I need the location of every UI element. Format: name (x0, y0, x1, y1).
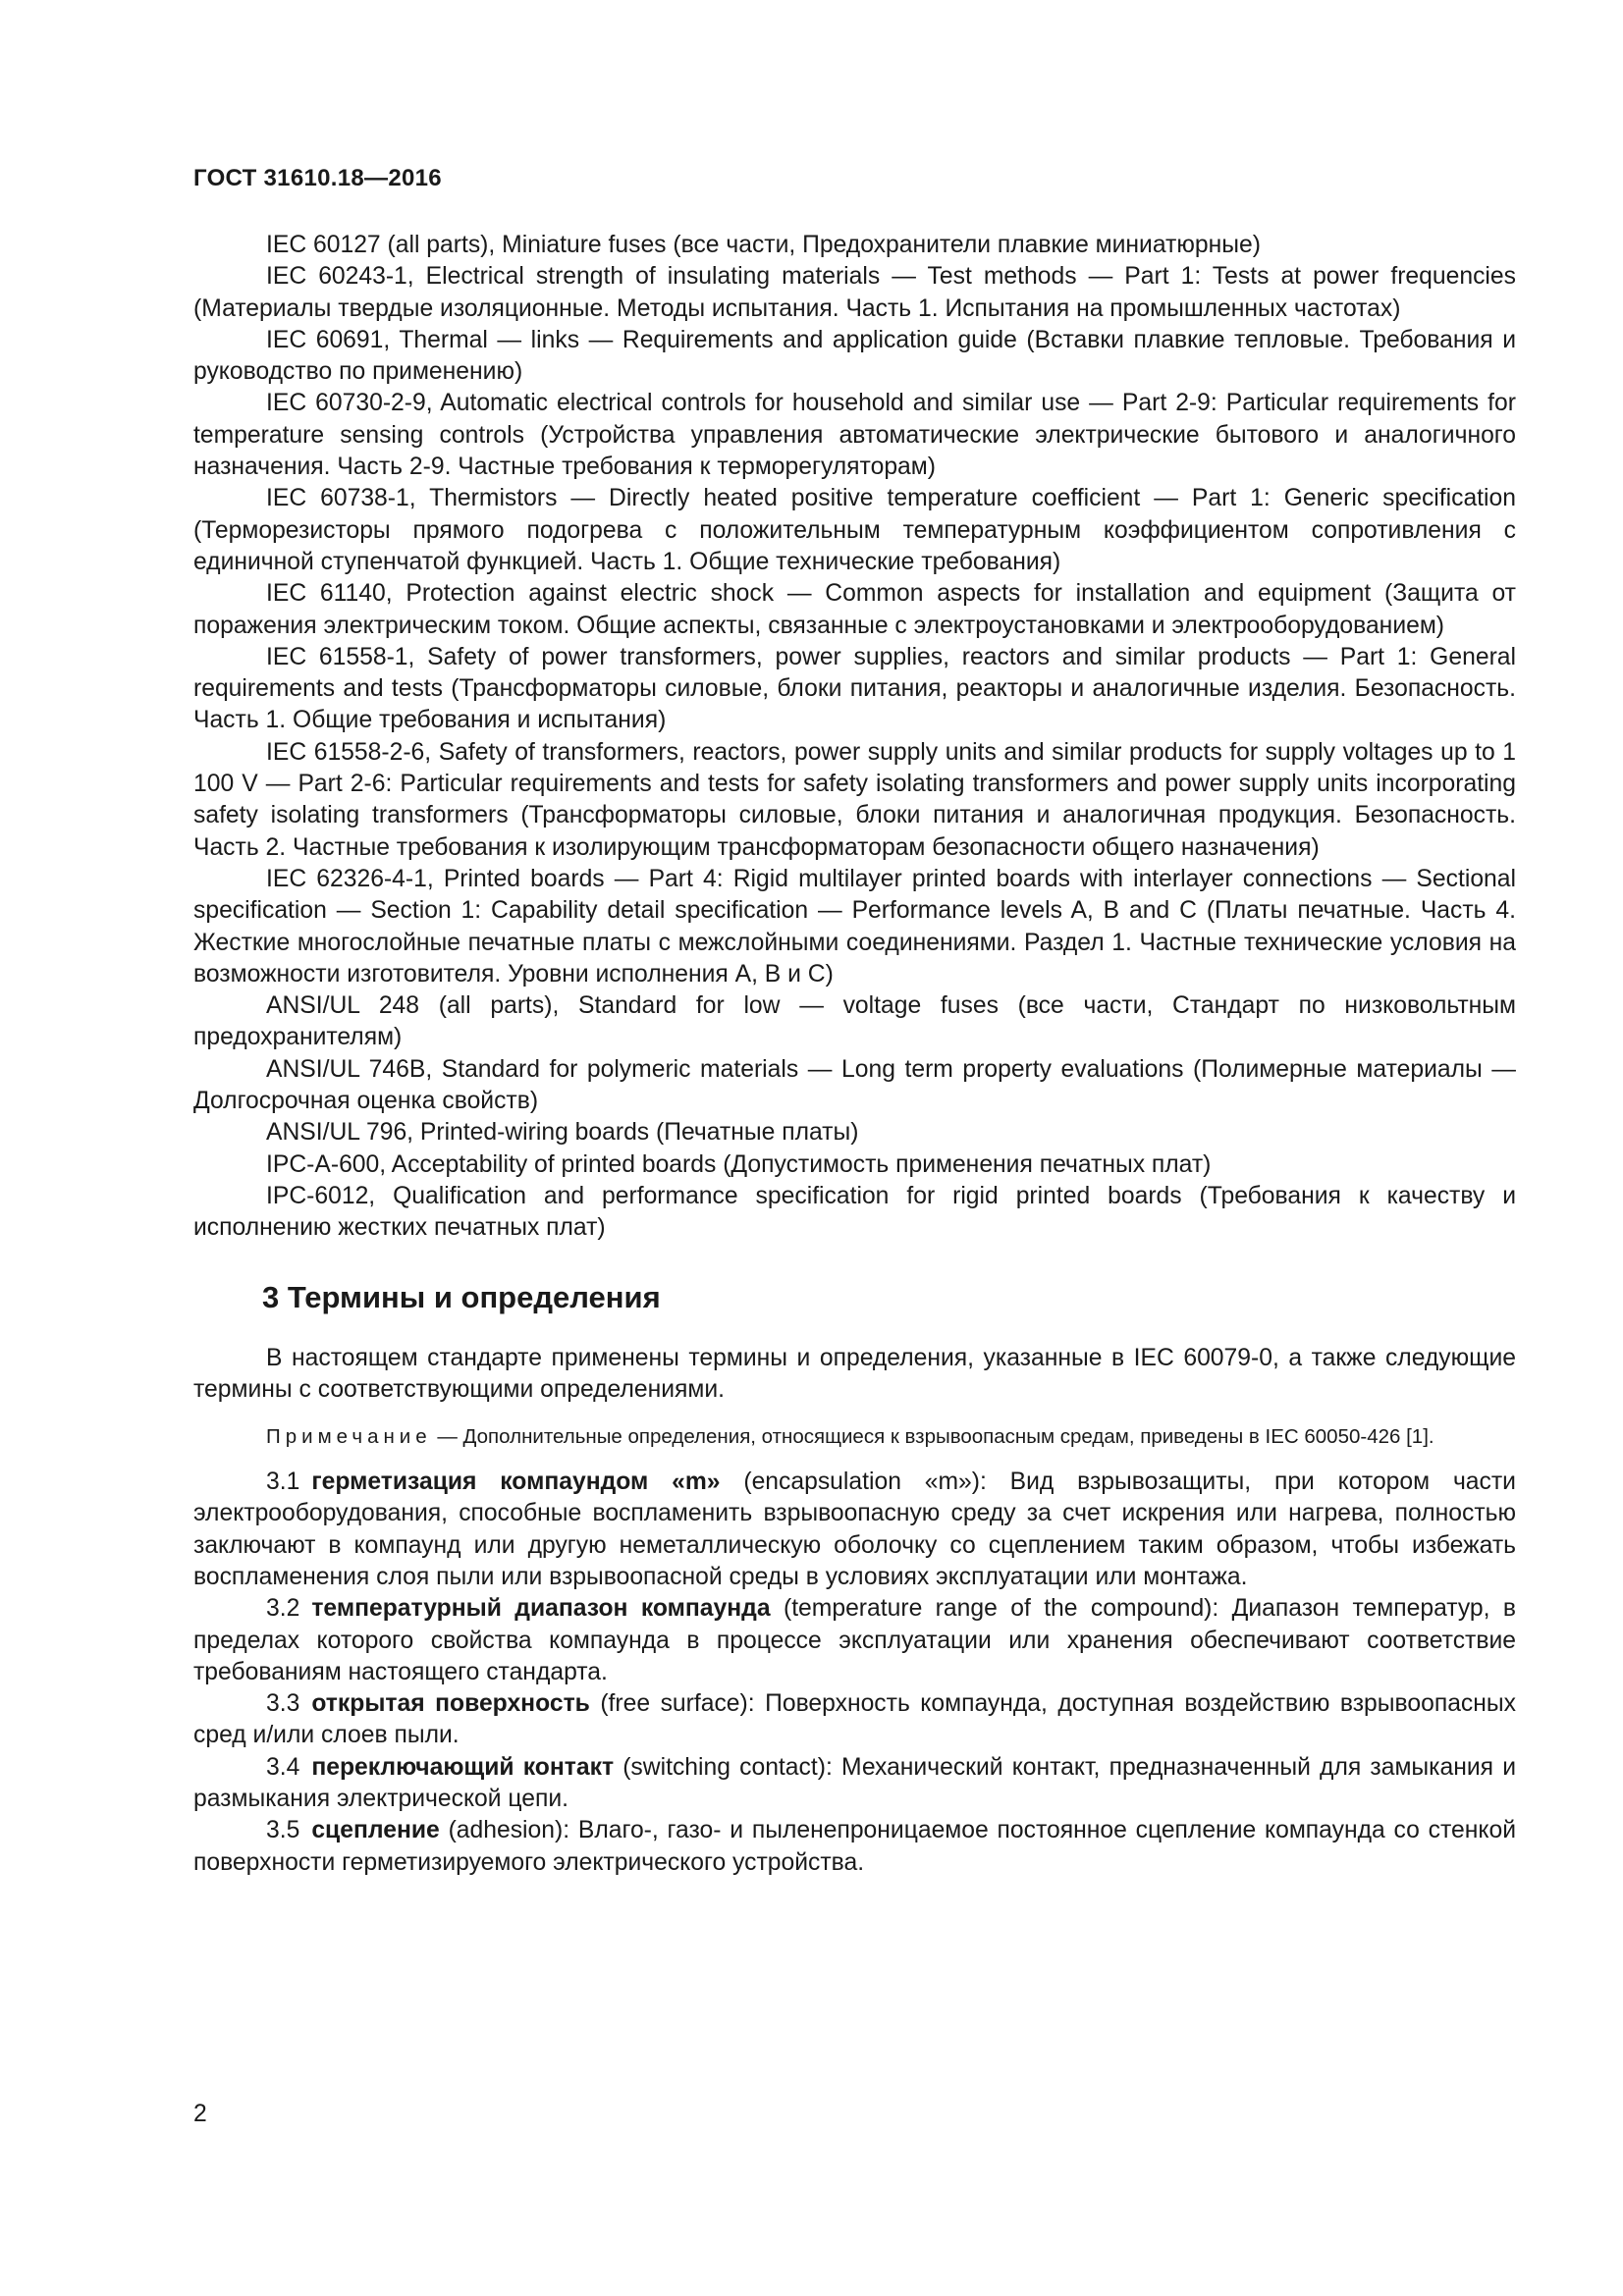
reference-list (193, 230, 1516, 1245)
reference-item: IEC 62326-4-1, Printed boards — Part 4: Rigid multilayer printed boards with interlayer connections — Sectional specification — Section 1: Capability detail specification — Performance levels A, B and C (Платы печатные. Часть 4. Жесткие многослойные печатные платы с межслойными соединениями. Раздел 1. Частные технические условия на возможности изготовителя. Уровни исполнения А, В и С) (193, 865, 1516, 988)
term-text: (switching contact): Механический контакт, предназначенный для замыкания и размыкания электрической цепи. (193, 1753, 1516, 1813)
term-definition (193, 1688, 1516, 1752)
term-text: (free surface): Поверхность компаунда, доступная воздействию взрывоопасных сред и/или слоев пыли. (193, 1690, 1516, 1749)
term-name: открытая поверхность (311, 1690, 590, 1718)
term-text: (encapsulation «m»): Вид взрывозащиты, при котором части электрооборудования, способные воспламенить взрывоопасную среду за счет искрения или нагрева, полностью заключают в компаунд или другую неметаллическую оболочку со сцеплением таким образом, чтобы избежать воспламенения слоя пыли или взрывоопасной среды в условиях эксплуатации или монтажа. (193, 1468, 1516, 1590)
term-number: 3.2 (266, 1595, 300, 1623)
reference-item: ANSI/UL 796, Printed-wiring boards (Печатные платы) (266, 1119, 859, 1147)
page-content (193, 230, 1516, 1879)
term-number: 3.1 (266, 1468, 300, 1496)
reference-item: ANSI/UL 746B, Standard for polymeric materials — Long term property evaluations (Полимерные материалы — Долгосрочная оценка свойств) (193, 1055, 1516, 1115)
term-name: температурный диапазон компаунда (311, 1595, 771, 1623)
term-number: 3.4 (266, 1753, 300, 1781)
note-text: — Дополнительные определения, относящиеся к взрывоопасным средам, приведены в IEC 60050-426 [1]. (431, 1425, 1434, 1449)
term-name: переключающий контакт (311, 1753, 615, 1781)
page-number: 2 (193, 2101, 207, 2127)
reference-item: IEC 60127 (all parts), Miniature fuses (все части, Предохранители плавкие миниатюрные) (266, 232, 1261, 258)
section-number: 3 (262, 1279, 280, 1314)
term-number: 3.5 (266, 1817, 300, 1844)
reference-item: IEC 60730-2-9, Automatic electrical controls for household and similar use — Part 2-9: Particular requirements for temperature sensing controls (Устройства управления автоматические электрические бытового и аналогичного назначения. Часть 2-9. Частные требования к терморегуляторам) (193, 390, 1516, 481)
reference-item: IPC-6012, Qualification and performance specification for rigid printed boards (Требования к качеству и исполнению жестких печатных плат) (193, 1182, 1516, 1242)
term-definition (193, 1467, 1516, 1593)
reference-item: IEC 60738-1, Thermistors — Directly heated positive temperature coefficient — Part 1: Generic specification (Терморезисторы прямого подогрева с положительным температурным коэффициентом сопротивления с единичной ступенчатой функцией. Часть 1. Общие технические требования) (193, 485, 1516, 575)
reference-item: IEC 61140, Protection against electric shock — Common aspects for installation and equipment (Защита от поражения электрическим током. Общие аспекты, связанные с электроустановками и электрооборудованием) (193, 580, 1516, 639)
term-text: (temperature range of the compound): Диапазон температур, в пределах которого свойства компаунда в процессе эксплуатации или хранения обеспечивают соответствие требованиям настоящего стандарта. (193, 1595, 1517, 1685)
section-heading (193, 1278, 1516, 1317)
reference-item: IPC-A-600, Acceptability of printed boards (Допустимость применения печатных плат) (266, 1150, 1212, 1178)
term-name: сцепление (311, 1817, 440, 1844)
section-title: Термины и определения (287, 1279, 661, 1314)
term-text: (adhesion): Влаго-, газо- и пыленепроницаемое постоянное сцепление компаунда со стенкой поверхности герметизируемого электрического устройства. (193, 1817, 1516, 1876)
note-label: Примечание (266, 1425, 432, 1449)
reference-item: IEC 61558-2-6, Safety of transformers, reactors, power supply units and similar products for supply voltages up to 1 100 V — Part 2-6: Particular requirements and tests for safety isolating transformers and power supply units incorporating safety isolating transformers (Трансформаторы силовые, блоки питания и аналогичная продукция. Безопасность. Часть 2. Частные требования к изолирующим трансформаторам безопасности общего назначения) (193, 738, 1516, 861)
reference-item: IEC 60243-1, Electrical strength of insulating materials — Test methods — Part 1: Tests at power frequencies (Материалы твердые изоляционные. Методы испытания. Часть 1. Испытания на промышленных частотах) (193, 263, 1516, 322)
term-number: 3.3 (266, 1690, 300, 1718)
section-note (193, 1421, 1516, 1453)
term-list (193, 1467, 1516, 1879)
term-name: герметизация компаундом «m» (311, 1468, 721, 1496)
section-intro: В настоящем стандарте применены термины и определения, указанные в IEC 60079-0, а также следующие термины с соответствующими определениями. (193, 1344, 1516, 1403)
term-definition (193, 1752, 1516, 1816)
term-definition (193, 1593, 1516, 1688)
reference-item: IEC 60691, Thermal — links — Requirements and application guide (Вставки плавкие тепловые. Требования и руководство по применению) (193, 326, 1516, 386)
term-definition (193, 1815, 1516, 1879)
reference-item: ANSI/UL 248 (all parts), Standard for low — voltage fuses (все части, Стандарт по низковольтным предохранителям) (193, 992, 1516, 1051)
standard-header: ГОСТ 31610.18—2016 (193, 165, 442, 191)
reference-item: IEC 61558-1, Safety of power transformers, power supplies, reactors and similar products — Part 1: General requirements and tests (Трансформаторы силовые, блоки питания, реакторы и аналогичные изделия. Безопасность. Часть 1. Общие требования и испытания) (193, 643, 1516, 734)
